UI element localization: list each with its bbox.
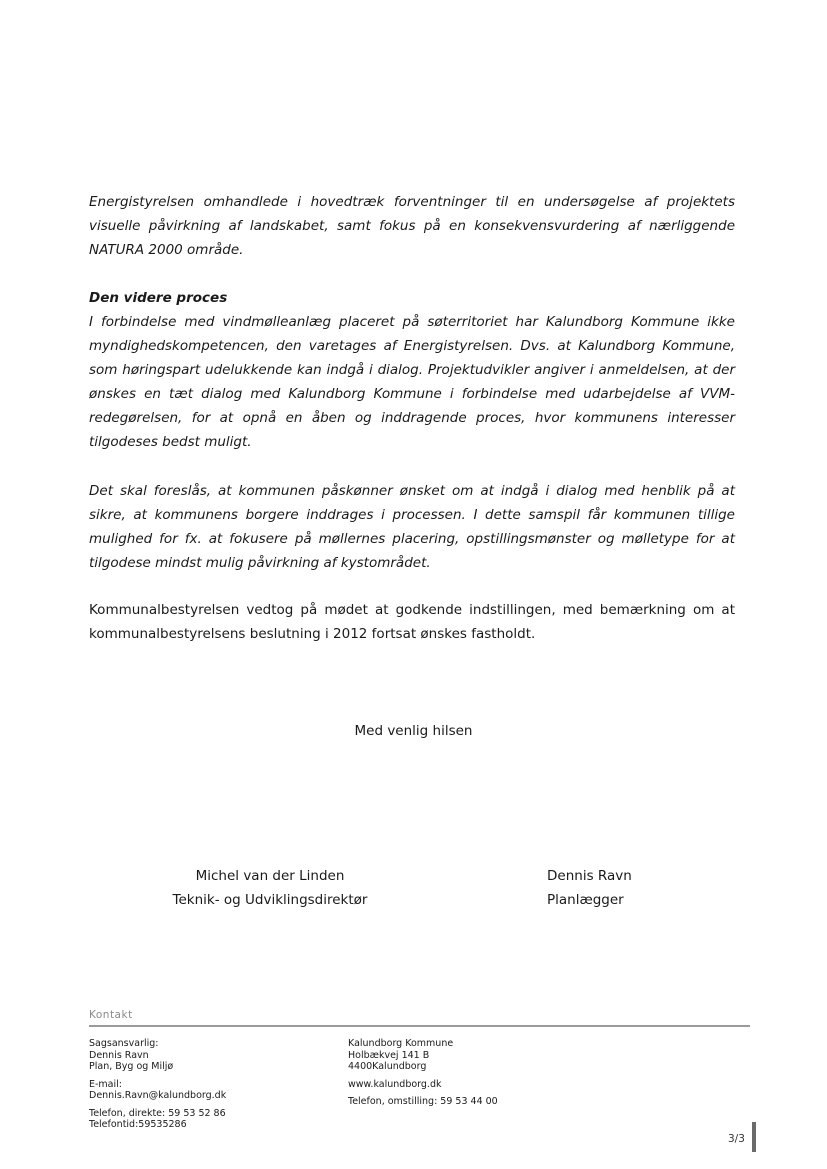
section-heading: Den videre proces	[89, 290, 228, 306]
paragraph-forslag: Det skal foreslås, at kommunen påskønner ønsket om at indgå i dialog med henblik på at sikre, at kommunens borgere inddrages i processen. I dette samspil får kommunen tillige mulighed for fx. at fokusere på møllernes placering, opstillingsmønster og mølletype for at tilgodese mindst mulig påvirkning af kystområdet.	[89, 483, 735, 571]
footer-label: Kontakt	[89, 1009, 133, 1021]
footer-email[interactable]: Dennis.Ravn@kalundborg.dk	[89, 1090, 227, 1101]
footer-text: Telefontid:59535286	[89, 1119, 187, 1130]
section-videre-proces	[89, 286, 735, 454]
footer-text: Plan, Byg og Miljø	[89, 1061, 174, 1072]
paragraph-energistyrelsen: Energistyrelsen omhandlede i hovedtræk forventninger til en undersøgelse af projektets visuelle påvirkning af landskabet, samt fokus på en konsekvensvurdering af nærliggende NATURA 2000 område.	[89, 194, 735, 258]
footer-text: Dennis Ravn	[89, 1049, 149, 1061]
signature-right	[547, 864, 747, 912]
paragraph-videre-proces: I forbindelse med vindmølleanlæg placeret på søterritoriet har Kalundborg Kommune ikke myndighedskompetencen, den varetages af Energistyrelsen. Dvs. at Kalundborg Kommune, som høringspart udelukkende kan indgå i dialog. Projektudvikler angiver i anmeldelsen, at der ønskes en tæt dialog med Kalundborg Kommune i forbindelse med udarbejdelse af VVM-redegørelsen, for at opnå en åben og inddragende proces, hvor kommunens interesser tilgodeses bedst muligt.	[89, 314, 735, 450]
footer-text: Kalundborg Kommune	[348, 1038, 454, 1049]
signatory-name: Michel van der Linden	[195, 868, 345, 884]
paragraph-beslutning: Kommunalbestyrelsen vedtog på mødet at godkende indstillingen, med bemærkning om at kommunalbestyrelsens beslutning i 2012 fortsat ønskes fastholdt.	[89, 602, 735, 642]
signature-left	[140, 864, 400, 912]
footer-text: Sagsansvarlig:	[89, 1038, 159, 1049]
footer-organization	[348, 1038, 578, 1108]
page-number: 3/3	[728, 1133, 745, 1145]
footer-contact-person	[89, 1038, 319, 1131]
footer-divider	[89, 1025, 750, 1027]
signatory-name: Dennis Ravn	[547, 868, 632, 884]
signatory-title: Planlægger	[547, 892, 624, 908]
closing-greeting: Med venlig hilsen	[354, 723, 473, 739]
page-marker-bar	[752, 1122, 756, 1152]
footer-text: Telefon, omstilling: 59 53 44 00	[348, 1096, 498, 1107]
footer-text: E-mail:	[89, 1078, 122, 1090]
footer-website[interactable]: www.kalundborg.dk	[348, 1078, 442, 1090]
signatory-title: Teknik- og Udviklingsdirektør	[172, 892, 368, 908]
footer-text: Holbækvej 141 B	[348, 1049, 430, 1061]
footer-text: 4400Kalundborg	[348, 1061, 427, 1072]
footer-text: Telefon, direkte: 59 53 52 86	[89, 1107, 226, 1119]
